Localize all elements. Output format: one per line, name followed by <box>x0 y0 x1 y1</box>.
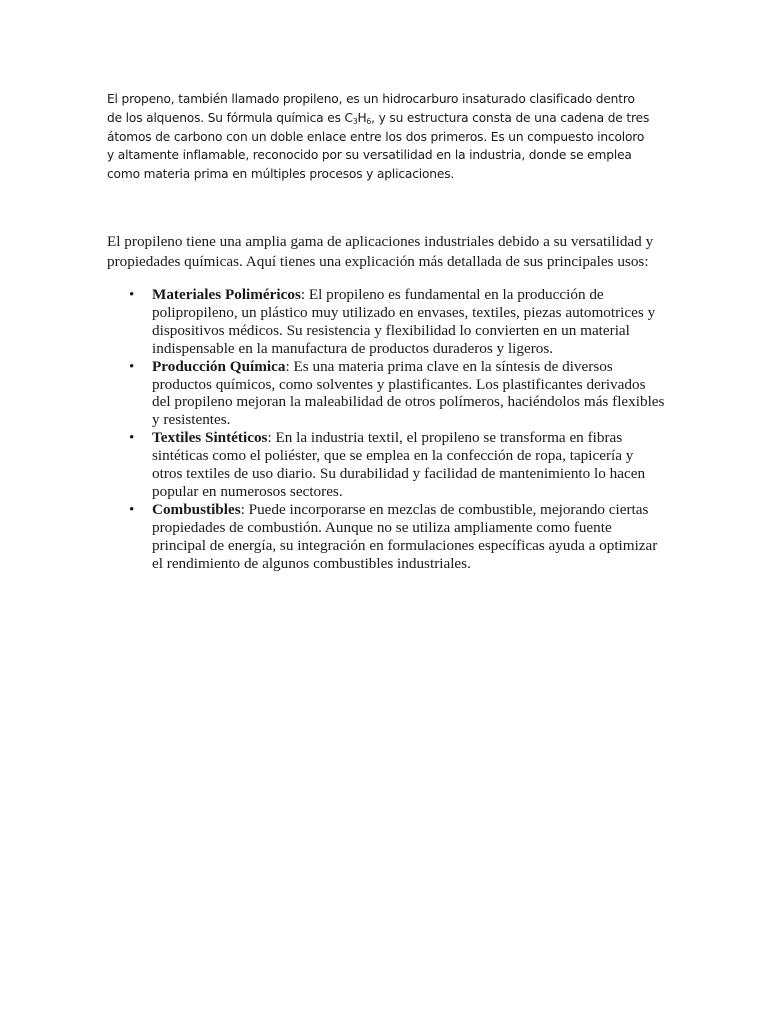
intro-text-after-formula: , y su estructura consta de una cadena de tres átomos de carbono con un doble enlace entre los dos primeros. Es un compuesto incoloro y altamente inflamable, reconocido por su versatilidad en la industria, donde se emplea como materia prima en múltiples procesos y aplicaciones. <box>107 110 650 182</box>
uses-list <box>107 286 667 573</box>
intro-text-before-formula: El propeno, también llamado propileno, es un hidrocarburo insaturado clasificado dentro de los alquenos. Su fórmula química es <box>107 92 635 125</box>
list-item-text: : Puede incorporarse en mezclas de combustible, mejorando ciertas propiedades de combustión. Aunque no se utiliza ampliamente como fuente principal de energía, su integración en formulaciones específicas ayuda a optimizar el rendimiento de algunos combustibles industriales. <box>152 500 658 572</box>
bullet-icon: • <box>129 500 135 518</box>
list-item <box>107 429 667 501</box>
formula-carbon: C <box>344 110 353 125</box>
list-item-text: : En la industria textil, el propileno se transforma en fibras sintéticas como el poliéster, que se emplea en la confección de ropa, tapicería y otros textiles de uso diario. Su durabilidad y facilidad de mantenimiento lo hacen popular en numerosos sectores. <box>152 429 646 500</box>
list-item-term: Combustibles <box>152 500 241 518</box>
formula-hydrogen-subscript: 6 <box>366 116 372 126</box>
list-item-term: Materiales Poliméricos <box>152 286 301 303</box>
formula-hydrogen: H <box>357 110 367 125</box>
formula-carbon-subscript: 3 <box>352 116 358 126</box>
bullet-icon: • <box>129 286 135 303</box>
list-item <box>107 286 667 358</box>
list-item-text: : El propileno es fundamental en la producción de polipropileno, un plástico muy utilizado en envases, textiles, piezas automotrices y dispositivos médicos. Su resistencia y flexibilidad lo convierten en un material indispensable en la manufactura de productos duraderos y ligeros. <box>152 286 656 357</box>
bullet-icon: • <box>129 429 135 447</box>
list-item-term: Textiles Sintéticos <box>152 429 268 447</box>
list-item-term: Producción Química <box>152 357 286 375</box>
chemical-formula <box>345 111 372 125</box>
list-item <box>107 501 667 573</box>
bullet-icon: • <box>129 357 135 375</box>
list-item-text: : Es una materia prima clave en la síntesis de diversos productos químicos, como solventes y plastificantes. Los plastificantes derivados del propileno mejoran la maleabilidad de otros polímeros, haciéndolos más flexibles y resistentes. <box>152 357 665 429</box>
lead-paragraph: El propileno tiene una amplia gama de aplicaciones industriales debido a su versatilidad y propiedades químicas. Aquí tienes una explicación más detallada de sus principales usos: <box>107 233 654 270</box>
intro-paragraph <box>107 90 652 184</box>
list-item <box>107 358 667 430</box>
